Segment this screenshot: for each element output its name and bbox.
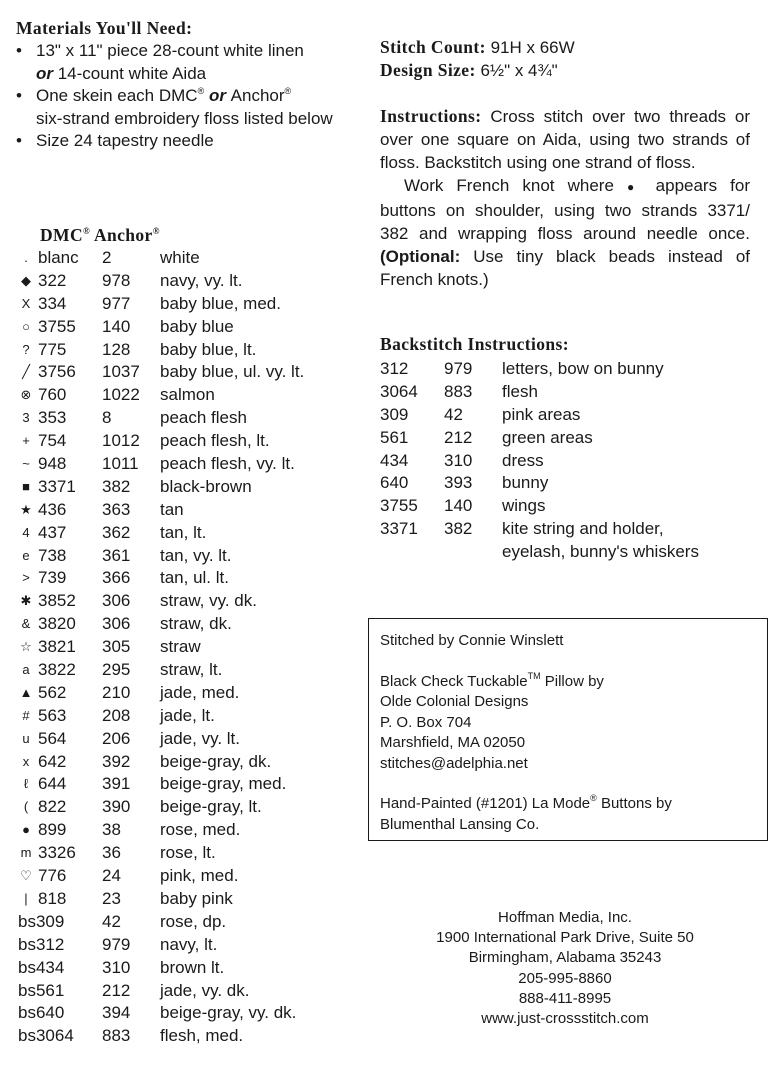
floss-row bbox=[18, 751, 358, 774]
floss-symbol-icon: > bbox=[22, 570, 30, 586]
floss-symbol-icon: | bbox=[24, 890, 28, 906]
floss-anchor: 366 bbox=[102, 568, 131, 588]
credits-box bbox=[368, 618, 768, 841]
floss-anchor: 883 bbox=[102, 1026, 131, 1046]
registered-mark: ® bbox=[152, 226, 160, 236]
stitch-count-value: 91H x 66W bbox=[490, 38, 575, 57]
materials-or-text: or bbox=[204, 86, 231, 105]
floss-color: baby blue, med. bbox=[160, 293, 281, 313]
floss-dmc: 563 bbox=[38, 705, 67, 725]
floss-anchor: 392 bbox=[102, 751, 131, 771]
french-knot-icon: ● bbox=[626, 180, 643, 194]
backstitch-row bbox=[380, 381, 760, 404]
floss-symbol-icon: ♡ bbox=[20, 868, 32, 884]
floss-color: tan bbox=[160, 499, 184, 519]
floss-symbol-icon: ● bbox=[22, 822, 30, 838]
floss-symbol-icon: 3 bbox=[22, 410, 30, 426]
publisher-phone-1: 205-995-8860 bbox=[518, 969, 612, 987]
publisher-address-1: 1900 International Park Drive, Suite 50 bbox=[436, 929, 694, 947]
floss-anchor: 140 bbox=[102, 316, 131, 336]
floss-symbol-icon: ⊗ bbox=[20, 387, 32, 403]
floss-anchor: 306 bbox=[102, 614, 131, 634]
buttons-company: Blumenthal Lansing Co. bbox=[380, 815, 540, 833]
floss-symbol-icon: x bbox=[22, 753, 30, 769]
floss-table bbox=[18, 225, 358, 1048]
materials-item-floss bbox=[16, 85, 356, 130]
backstitch-desc: kite string and holder, bbox=[502, 519, 664, 539]
buttons-by: Buttons by bbox=[596, 795, 672, 812]
floss-dmc: 948 bbox=[38, 454, 67, 474]
floss-anchor: 382 bbox=[102, 476, 131, 496]
floss-anchor: 23 bbox=[102, 888, 121, 908]
pillow-city: Marshfield, MA 02050 bbox=[380, 734, 526, 751]
floss-color: flesh, med. bbox=[160, 1026, 244, 1046]
instructions-text-2b: appears for buttons on shoulder, using two strands 3371/ 382 and wrapping floss around needle once. bbox=[380, 176, 750, 243]
publisher-block bbox=[395, 908, 735, 1029]
trademark-mark: TM bbox=[527, 670, 541, 681]
floss-symbol-icon: # bbox=[22, 707, 30, 723]
backstitch-desc: wings bbox=[502, 496, 546, 516]
floss-dmc: 3821 bbox=[38, 637, 76, 657]
floss-rows bbox=[18, 247, 358, 1048]
instructions-text-1: Cross stitch over two threads or over one square on Aida, using two strands of floss. Backstitch using one strand of floss. bbox=[380, 107, 750, 172]
instructions-section bbox=[380, 105, 750, 291]
floss-color: jade, vy. lt. bbox=[160, 728, 240, 748]
floss-anchor: 977 bbox=[102, 293, 131, 313]
floss-header-dmc: DMC bbox=[40, 225, 83, 245]
floss-symbol-icon: ~ bbox=[22, 456, 30, 472]
floss-dmc: 822 bbox=[38, 797, 67, 817]
backstitch-row bbox=[380, 358, 760, 381]
floss-dmc: 562 bbox=[38, 682, 67, 702]
floss-symbol-icon: ★ bbox=[20, 501, 32, 517]
floss-symbol-icon: X bbox=[21, 295, 31, 311]
pillow-company: Olde Colonial Designs bbox=[380, 693, 529, 710]
floss-dmc: 3326 bbox=[38, 843, 76, 863]
floss-row bbox=[18, 819, 358, 842]
backstitch-row bbox=[380, 404, 760, 427]
backstitch-desc: green areas bbox=[502, 427, 593, 447]
floss-dmc: bs561 bbox=[18, 980, 65, 1000]
floss-row bbox=[18, 888, 358, 911]
instructions-para-1 bbox=[380, 105, 750, 174]
floss-dmc: 776 bbox=[38, 866, 67, 886]
floss-row bbox=[18, 247, 358, 270]
floss-row bbox=[18, 522, 358, 545]
floss-symbol-icon: ℓ bbox=[23, 776, 29, 792]
floss-color: jade, vy. dk. bbox=[160, 980, 250, 1000]
floss-dmc: 564 bbox=[38, 728, 67, 748]
optional-label: (Optional: bbox=[380, 247, 461, 266]
floss-anchor: 210 bbox=[102, 682, 131, 702]
design-size-line bbox=[380, 59, 760, 82]
floss-color: baby pink bbox=[160, 888, 233, 908]
floss-color: peach flesh bbox=[160, 408, 247, 428]
floss-symbol-icon: . bbox=[24, 250, 28, 265]
floss-anchor: 390 bbox=[102, 797, 131, 817]
instructions-text-2a: Work French knot where bbox=[404, 176, 614, 195]
floss-row bbox=[18, 316, 358, 339]
buttons-credit bbox=[380, 794, 757, 815]
materials-title: Materials You'll Need: bbox=[16, 18, 193, 38]
materials-item-needle-text: Size 24 tapestry needle bbox=[36, 131, 214, 150]
backstitch-desc: dress bbox=[502, 450, 544, 470]
floss-color: pink, med. bbox=[160, 866, 239, 886]
floss-anchor: 24 bbox=[102, 866, 121, 886]
floss-dmc: 775 bbox=[38, 339, 67, 359]
floss-dmc: 754 bbox=[38, 431, 67, 451]
floss-dmc: 322 bbox=[38, 270, 67, 290]
floss-dmc: 642 bbox=[38, 751, 67, 771]
registered-mark: ® bbox=[590, 793, 597, 803]
floss-symbol-icon: ■ bbox=[22, 478, 30, 494]
backstitch-anchor: 42 bbox=[444, 404, 463, 424]
floss-dmc: bs434 bbox=[18, 957, 65, 977]
floss-symbol-icon: a bbox=[22, 662, 30, 678]
floss-dmc: bs3064 bbox=[18, 1026, 74, 1046]
floss-row bbox=[18, 476, 358, 499]
bullet-icon: • bbox=[16, 86, 22, 105]
backstitch-desc: eyelash, bunny's whiskers bbox=[502, 542, 699, 562]
floss-dmc: 739 bbox=[38, 568, 67, 588]
floss-color: brown lt. bbox=[160, 957, 225, 977]
floss-dmc: bs640 bbox=[18, 1003, 65, 1023]
floss-anchor: 295 bbox=[102, 660, 131, 680]
backstitch-anchor: 140 bbox=[444, 496, 473, 516]
floss-symbol-icon: ☆ bbox=[20, 639, 32, 655]
floss-row bbox=[18, 728, 358, 751]
backstitch-dmc: 3371 bbox=[380, 519, 418, 539]
floss-color: tan, vy. lt. bbox=[160, 545, 232, 565]
backstitch-anchor: 393 bbox=[444, 473, 473, 493]
floss-symbol-icon: ○ bbox=[22, 318, 30, 334]
floss-symbol-icon: ? bbox=[22, 341, 30, 357]
floss-anchor: 1011 bbox=[102, 454, 139, 474]
backstitch-row bbox=[380, 518, 760, 541]
floss-dmc: 436 bbox=[38, 499, 67, 519]
backstitch-row bbox=[380, 495, 760, 518]
stitched-by: Stitched by Connie Winslett bbox=[380, 632, 564, 649]
floss-row bbox=[18, 567, 358, 590]
backstitch-anchor: 212 bbox=[444, 427, 473, 447]
floss-dmc: 899 bbox=[38, 820, 67, 840]
stitch-info bbox=[380, 36, 760, 82]
materials-item-fabric-alt: 14-count white Aida bbox=[53, 63, 207, 83]
floss-symbol-icon: ▲ bbox=[19, 684, 33, 700]
floss-symbol-icon: & bbox=[21, 616, 31, 632]
backstitch-anchor: 883 bbox=[444, 381, 473, 401]
floss-color: baby blue bbox=[160, 316, 234, 336]
floss-row bbox=[18, 957, 358, 980]
floss-color: black-brown bbox=[160, 476, 252, 496]
floss-color: straw, vy. dk. bbox=[160, 591, 257, 611]
backstitch-row bbox=[380, 450, 760, 473]
floss-dmc: bs312 bbox=[18, 934, 65, 954]
materials-or-text: or bbox=[36, 63, 53, 83]
materials-item-needle bbox=[16, 130, 356, 153]
backstitch-row bbox=[380, 541, 760, 564]
floss-row bbox=[18, 1002, 358, 1025]
floss-color: baby blue, lt. bbox=[160, 339, 257, 359]
floss-symbol-icon: ✱ bbox=[20, 593, 32, 609]
floss-color: beige-gray, lt. bbox=[160, 797, 262, 817]
backstitch-desc: flesh bbox=[502, 381, 538, 401]
backstitch-row bbox=[380, 472, 760, 495]
floss-row bbox=[18, 842, 358, 865]
floss-anchor: 978 bbox=[102, 270, 131, 290]
floss-row bbox=[18, 1025, 358, 1048]
materials-item-fabric-text: 13" x 11" piece 28-count white linen bbox=[36, 41, 304, 60]
publisher-phone-2: 888-411-8995 bbox=[518, 989, 612, 1007]
backstitch-desc: bunny bbox=[502, 473, 549, 493]
backstitch-dmc: 3064 bbox=[380, 381, 418, 401]
floss-color: tan, lt. bbox=[160, 522, 207, 542]
materials-floss-dmc: One skein each DMC bbox=[36, 86, 198, 105]
floss-color: beige-gray, vy. dk. bbox=[160, 1003, 297, 1023]
floss-anchor: 363 bbox=[102, 499, 131, 519]
floss-color: salmon bbox=[160, 385, 215, 405]
pillow-email: stitches@adelphia.net bbox=[380, 754, 528, 772]
floss-dmc: 3852 bbox=[38, 591, 76, 611]
floss-row bbox=[18, 339, 358, 362]
stitch-count-line bbox=[380, 36, 760, 59]
backstitch-dmc: 312 bbox=[380, 359, 409, 378]
bullet-icon: • bbox=[16, 41, 22, 60]
bullet-icon: • bbox=[16, 131, 22, 150]
buttons-name: Hand-Painted (#1201) La Mode bbox=[380, 795, 591, 812]
floss-anchor: 2 bbox=[102, 248, 112, 267]
pillow-credit bbox=[380, 672, 757, 693]
floss-anchor: 979 bbox=[102, 934, 131, 954]
floss-table-header bbox=[40, 225, 358, 247]
floss-color: navy, vy. lt. bbox=[160, 270, 243, 290]
floss-symbol-icon: 4 bbox=[22, 524, 30, 540]
backstitch-rows bbox=[380, 358, 760, 564]
floss-symbol-icon: u bbox=[22, 730, 30, 746]
floss-row bbox=[18, 773, 358, 796]
instructions-para-2 bbox=[380, 174, 750, 291]
backstitch-title: Backstitch Instructions: bbox=[380, 334, 569, 354]
floss-color: beige-gray, dk. bbox=[160, 751, 272, 771]
floss-dmc: 760 bbox=[38, 385, 67, 405]
floss-anchor: 305 bbox=[102, 637, 131, 657]
backstitch-desc: letters, bow on bunny bbox=[502, 359, 664, 378]
optional-text: Use tiny black beads instead of French knots.) bbox=[380, 247, 750, 289]
floss-row bbox=[18, 545, 358, 568]
floss-row bbox=[18, 499, 358, 522]
floss-symbol-icon: e bbox=[22, 547, 30, 563]
design-size-value: 6½" x 4¾" bbox=[480, 61, 558, 80]
publisher-name: Hoffman Media, Inc. bbox=[498, 909, 632, 926]
floss-color: peach flesh, vy. lt. bbox=[160, 454, 295, 474]
floss-row bbox=[18, 705, 358, 728]
pillow-po-box: P. O. Box 704 bbox=[380, 713, 472, 731]
stitch-count-label: Stitch Count: bbox=[380, 37, 486, 57]
materials-floss-anchor: Anchor bbox=[230, 86, 285, 105]
floss-row bbox=[18, 270, 358, 293]
floss-anchor: 306 bbox=[102, 591, 131, 611]
floss-symbol-icon: ◆ bbox=[21, 272, 31, 288]
floss-symbol-icon: + bbox=[22, 433, 30, 449]
floss-row bbox=[18, 361, 358, 384]
floss-dmc: blanc bbox=[38, 248, 79, 267]
backstitch-anchor: 310 bbox=[444, 450, 473, 470]
floss-row bbox=[18, 613, 358, 636]
floss-color: straw bbox=[160, 637, 201, 657]
floss-color: jade, lt. bbox=[160, 705, 215, 725]
floss-anchor: 1037 bbox=[102, 362, 140, 382]
floss-color: baby blue, ul. vy. lt. bbox=[160, 362, 305, 382]
floss-anchor: 361 bbox=[102, 545, 131, 565]
pillow-name: Black Check Tuckable bbox=[380, 672, 528, 690]
floss-color: tan, ul. lt. bbox=[160, 568, 229, 588]
floss-row bbox=[18, 796, 358, 819]
floss-anchor: 362 bbox=[102, 522, 131, 542]
floss-color: rose, med. bbox=[160, 820, 241, 840]
floss-dmc: 3756 bbox=[38, 362, 76, 382]
floss-dmc: 818 bbox=[38, 888, 67, 908]
floss-dmc: 3822 bbox=[38, 660, 76, 680]
floss-anchor: 42 bbox=[102, 911, 121, 931]
instructions-label: Instructions: bbox=[380, 106, 482, 126]
floss-symbol-icon: ╱ bbox=[22, 364, 30, 380]
backstitch-anchor: 979 bbox=[444, 359, 473, 378]
pillow-by: Pillow by bbox=[540, 672, 604, 690]
backstitch-section bbox=[380, 334, 760, 564]
floss-row bbox=[18, 590, 358, 613]
floss-anchor: 38 bbox=[102, 820, 121, 840]
floss-dmc: 644 bbox=[38, 774, 67, 794]
floss-symbol-icon: ( bbox=[23, 799, 29, 815]
backstitch-row bbox=[380, 427, 760, 450]
floss-dmc: 3371 bbox=[38, 476, 76, 496]
backstitch-dmc: 640 bbox=[380, 473, 409, 493]
floss-row bbox=[18, 934, 358, 957]
floss-dmc: 3820 bbox=[38, 614, 76, 634]
floss-color: peach flesh, lt. bbox=[160, 431, 270, 451]
floss-row bbox=[18, 384, 358, 407]
floss-anchor: 394 bbox=[102, 1003, 131, 1023]
floss-anchor: 36 bbox=[102, 843, 121, 863]
registered-mark: ® bbox=[284, 86, 292, 96]
floss-color: beige-gray, med. bbox=[160, 774, 287, 794]
materials-list bbox=[16, 40, 356, 153]
floss-anchor: 206 bbox=[102, 728, 131, 748]
backstitch-anchor: 382 bbox=[444, 519, 473, 539]
floss-color: rose, lt. bbox=[160, 843, 216, 863]
floss-dmc: 437 bbox=[38, 522, 67, 542]
floss-anchor: 310 bbox=[102, 957, 131, 977]
backstitch-desc: pink areas bbox=[502, 404, 581, 424]
floss-anchor: 128 bbox=[102, 339, 131, 359]
publisher-website: www.just-crossstitch.com bbox=[481, 1010, 649, 1028]
materials-section bbox=[16, 18, 356, 153]
design-size-label: Design Size: bbox=[380, 60, 476, 80]
floss-dmc: bs309 bbox=[18, 911, 65, 931]
publisher-address-2: Birmingham, Alabama 35243 bbox=[468, 949, 662, 967]
floss-row bbox=[18, 636, 358, 659]
floss-dmc: 334 bbox=[38, 293, 67, 313]
floss-row bbox=[18, 659, 358, 682]
floss-color: straw, dk. bbox=[160, 614, 232, 634]
materials-floss-desc: six-strand embroidery floss listed below bbox=[36, 108, 333, 128]
floss-anchor: 8 bbox=[102, 408, 112, 428]
materials-item-fabric bbox=[16, 40, 356, 85]
registered-mark: ® bbox=[197, 86, 205, 96]
floss-row bbox=[18, 911, 358, 934]
floss-dmc: 738 bbox=[38, 545, 67, 565]
floss-row bbox=[18, 293, 358, 316]
floss-row bbox=[18, 407, 358, 430]
floss-anchor: 1012 bbox=[102, 431, 140, 451]
backstitch-dmc: 434 bbox=[380, 450, 409, 470]
floss-color: rose, dp. bbox=[160, 911, 227, 931]
floss-row bbox=[18, 865, 358, 888]
floss-row bbox=[18, 430, 358, 453]
floss-color: straw, lt. bbox=[160, 660, 223, 680]
floss-header-anchor: Anchor bbox=[93, 225, 153, 245]
floss-row bbox=[18, 682, 358, 705]
floss-color: white bbox=[160, 248, 200, 267]
floss-symbol-icon: m bbox=[20, 845, 32, 861]
floss-dmc: 3755 bbox=[38, 316, 76, 336]
floss-anchor: 391 bbox=[102, 774, 131, 794]
floss-row bbox=[18, 453, 358, 476]
floss-color: jade, med. bbox=[160, 682, 240, 702]
floss-dmc: 353 bbox=[38, 408, 67, 428]
floss-color: navy, lt. bbox=[160, 934, 218, 954]
backstitch-dmc: 3755 bbox=[380, 496, 418, 516]
floss-row bbox=[18, 980, 358, 1003]
backstitch-dmc: 561 bbox=[380, 427, 409, 447]
backstitch-dmc: 309 bbox=[380, 404, 409, 424]
registered-mark: ® bbox=[83, 226, 91, 236]
floss-anchor: 212 bbox=[102, 980, 131, 1000]
floss-anchor: 208 bbox=[102, 705, 131, 725]
floss-anchor: 1022 bbox=[102, 385, 140, 405]
